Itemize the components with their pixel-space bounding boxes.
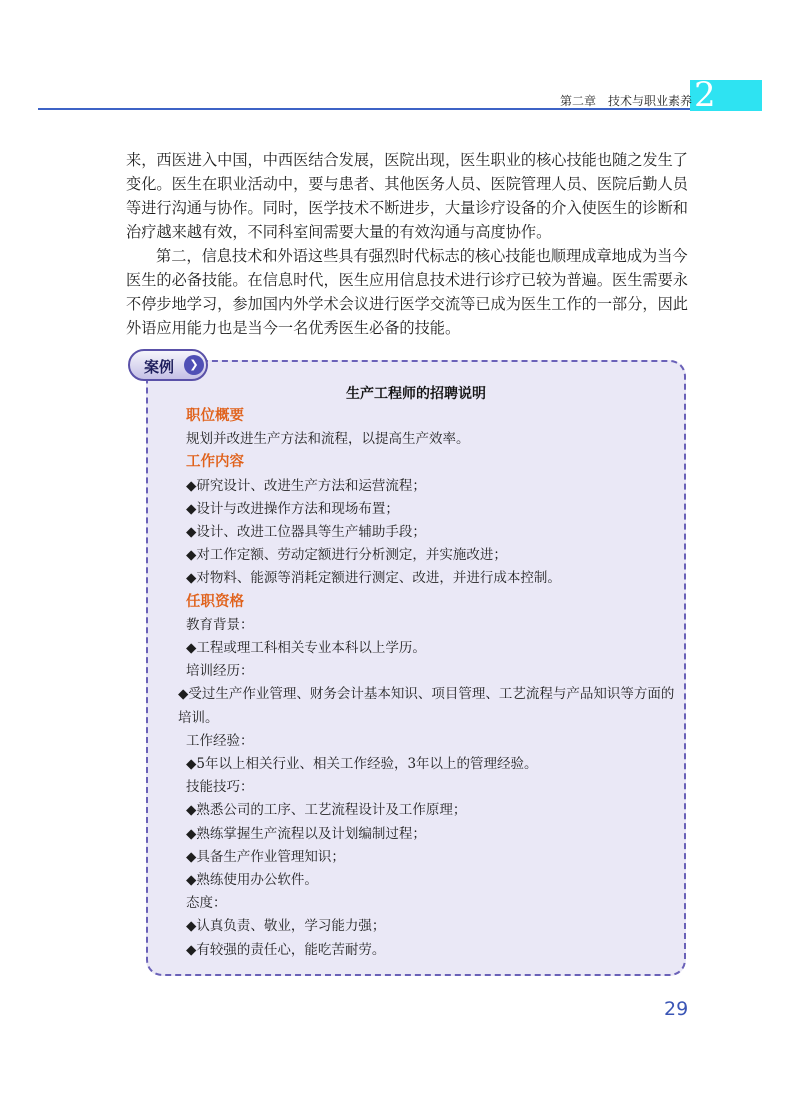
case-title: 生产工程师的招聘说明 <box>346 386 486 402</box>
paragraph-1: 来，西医进入中国，中西医结合发展，医院出现，医生职业的核心技能也随之发生了变化。医生在职业活动中，要与患者、其他医务人员、医院管理人员、医院后勤人员等进行沟通与协作。同时，医学技术不断进步，大量诊疗设备的介入使医生的诊断和治疗越来越有效，不同科室间需要大量的有效沟通与高度协作。 <box>126 151 688 241</box>
chevron-right-icon: ❯ <box>184 355 204 375</box>
training-item: ◆受过生产作业管理、财务会计基本知识、项目管理、工艺流程与产品知识等方面的培训。 <box>178 686 675 726</box>
summary-text: 规划并改进生产方法和流程，以提高生产效率。 <box>186 431 470 448</box>
attitude-item: ◆有较强的责任心，能吃苦耐劳。 <box>186 941 386 958</box>
page-number: 29 <box>664 998 689 1020</box>
chapter-tab <box>690 75 762 115</box>
education-label: 教育背景： <box>186 616 254 633</box>
skill-item: ◆具备生产作业管理知识； <box>186 848 345 865</box>
section-heading-summary: 职位概要 <box>186 408 244 424</box>
case-content <box>178 405 684 962</box>
duty-item: ◆对物料、能源等消耗定额进行测定、改进，并进行成本控制。 <box>186 570 561 587</box>
experience-label: 工作经验： <box>186 732 254 749</box>
training-label: 培训经历： <box>186 663 254 680</box>
duty-item: ◆设计与改进操作方法和现场布置； <box>186 500 399 517</box>
section-heading-qualifications: 任职资格 <box>186 593 244 610</box>
chapter-number: 2 <box>694 75 716 115</box>
header-rule <box>38 108 690 110</box>
case-tab <box>128 349 208 381</box>
duty-item: ◆设计、改进工位器具等生产辅助手段； <box>186 524 426 541</box>
education-item: ◆工程或理工科相关专业本科以上学历。 <box>186 640 426 657</box>
duty-item: ◆研究设计、改进生产方法和运营流程； <box>186 477 426 494</box>
running-header: 第二章 技术与职业素养 <box>560 94 693 108</box>
case-tab-label: 案例 <box>144 358 175 376</box>
skills-label: 技能技巧： <box>186 779 254 796</box>
skill-item: ◆熟练使用办公软件。 <box>186 872 318 889</box>
body-text <box>126 148 690 340</box>
section-heading-duties: 工作内容 <box>186 454 244 471</box>
attitude-item: ◆认真负责、敬业，学习能力强； <box>186 918 386 935</box>
skill-item: ◆熟悉公司的工序、工艺流程设计及工作原理； <box>186 802 467 819</box>
experience-item: ◆5年以上相关行业、相关工作经验，3年以上的管理经验。 <box>186 756 538 773</box>
attitude-label: 态度： <box>186 895 227 912</box>
paragraph-2: 第二，信息技术和外语这些具有强烈时代标志的核心技能也顺理成章地成为当今医生的必备技能。在信息时代，医生应用信息技术进行诊疗已较为普遍。医生需要永不停步地学习，参加国内外学术会议进行医学交流等已成为医生工作的一部分，因此外语应用能力也是当今一名优秀医生必备的技能。 <box>126 247 688 337</box>
duty-item: ◆对工作定额、劳动定额进行分析测定，并实施改进； <box>186 547 507 564</box>
skill-item: ◆熟练掌握生产流程以及计划编制过程； <box>186 825 426 842</box>
